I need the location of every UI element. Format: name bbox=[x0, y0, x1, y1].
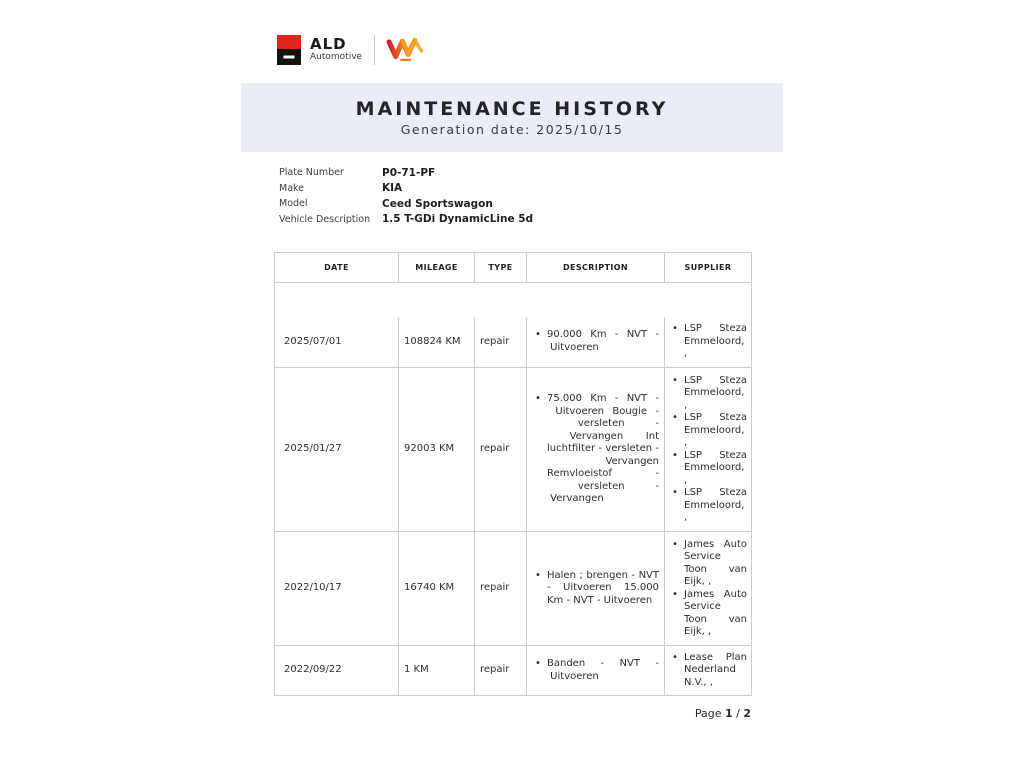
row-type: repair bbox=[475, 317, 527, 368]
row-supplier bbox=[665, 317, 752, 368]
column-header-date: DATE bbox=[275, 253, 399, 283]
supplier-item: • Lease Plan Nederland N.V., , bbox=[668, 652, 747, 690]
page-footer bbox=[274, 707, 751, 720]
row-description bbox=[527, 532, 665, 646]
ald-brand-text: ALD bbox=[310, 35, 347, 53]
generation-date: Generation date: 2025/10/15 bbox=[400, 122, 624, 137]
field-label: Plate Number bbox=[279, 167, 344, 179]
row-description bbox=[527, 368, 665, 532]
row-type: repair bbox=[475, 532, 527, 646]
page-title: MAINTENANCE HISTORY bbox=[355, 98, 669, 120]
logo-bar bbox=[277, 33, 428, 67]
field-value: 1.5 T-GDi DynamicLine 5d bbox=[382, 213, 534, 226]
row-description bbox=[527, 317, 665, 368]
description-item: • Banden - NVT - Uitvoeren bbox=[532, 658, 659, 683]
row-date: 2025/01/27 bbox=[275, 368, 399, 532]
table-header-row bbox=[275, 253, 752, 283]
vehicle-field-plate bbox=[279, 165, 533, 181]
supplier-item: • LSP Steza Emmeloord, , bbox=[668, 450, 747, 488]
ald-logo-dash bbox=[284, 56, 295, 59]
column-header-description: DESCRIPTION bbox=[527, 253, 665, 283]
ald-logo-icon bbox=[277, 35, 301, 65]
field-label: Vehicle Description bbox=[279, 213, 371, 225]
row-date: 2025/07/01 bbox=[275, 317, 399, 368]
table-spacer-row bbox=[275, 283, 752, 317]
supplier-item: • LSP Steza Emmeloord, , bbox=[668, 412, 747, 450]
table-row bbox=[275, 646, 752, 696]
column-header-supplier: SUPPLIER bbox=[665, 253, 752, 283]
maintenance-history-table bbox=[274, 252, 752, 696]
supplier-item: • LSP Steza Emmeloord, , bbox=[668, 487, 747, 525]
supplier-item: • LSP Steza Emmeloord, , bbox=[668, 375, 747, 413]
row-mileage: 1 KM bbox=[399, 646, 475, 696]
title-band bbox=[241, 83, 783, 152]
vehicle-info bbox=[279, 165, 533, 227]
row-type: repair bbox=[475, 646, 527, 696]
row-mileage: 16740 KM bbox=[399, 532, 475, 646]
description-item: • 75.000 Km - NVT - Uitvoeren Bougie - versleten - Vervangen Int luchtfilter - versleten - Vervangen Remvloeistof - versleten - Vervangen bbox=[532, 393, 659, 506]
row-supplier bbox=[665, 646, 752, 696]
w-logo-icon bbox=[384, 34, 428, 66]
page-total: 2 bbox=[743, 707, 751, 720]
page-label: Page bbox=[694, 707, 722, 720]
vehicle-field-model bbox=[279, 196, 533, 212]
table-row bbox=[275, 532, 752, 646]
row-mileage: 92003 KM bbox=[399, 368, 475, 532]
description-item: • Halen ; brengen - NVT - Uitvoeren 15.000 Km - NVT - Uitvoeren bbox=[532, 570, 659, 608]
ald-logo-text bbox=[310, 37, 362, 63]
field-label: Make bbox=[279, 182, 305, 194]
page-current: 1 bbox=[724, 707, 733, 720]
row-description bbox=[527, 646, 665, 696]
supplier-item: • James Auto Service Toon van Eijk, , bbox=[668, 589, 747, 639]
page-separator: / bbox=[736, 707, 740, 720]
supplier-item: • James Auto Service Toon van Eijk, , bbox=[668, 539, 747, 589]
field-value: P0-71-PF bbox=[382, 166, 436, 179]
field-label: Model bbox=[279, 198, 308, 210]
vehicle-field-make bbox=[279, 181, 533, 197]
ald-logo-red-block bbox=[277, 35, 301, 49]
field-value: KIA bbox=[382, 182, 403, 195]
row-date: 2022/09/22 bbox=[275, 646, 399, 696]
ald-sub-text: Automotive bbox=[310, 52, 363, 62]
column-header-type: TYPE bbox=[475, 253, 527, 283]
table-row bbox=[275, 368, 752, 532]
vehicle-field-description bbox=[279, 212, 533, 228]
row-type: repair bbox=[475, 368, 527, 532]
column-header-mileage: MILEAGE bbox=[399, 253, 475, 283]
row-supplier bbox=[665, 532, 752, 646]
table-row bbox=[275, 317, 752, 368]
row-date: 2022/10/17 bbox=[275, 532, 399, 646]
field-value: Ceed Sportswagon bbox=[382, 197, 493, 210]
ald-logo-black-block bbox=[277, 49, 301, 65]
row-supplier bbox=[665, 368, 752, 532]
supplier-item: • LSP Steza Emmeloord, , bbox=[668, 323, 747, 361]
description-item: • 90.000 Km - NVT - Uitvoeren bbox=[532, 329, 659, 354]
logo-divider bbox=[374, 35, 375, 65]
row-mileage: 108824 KM bbox=[399, 317, 475, 368]
